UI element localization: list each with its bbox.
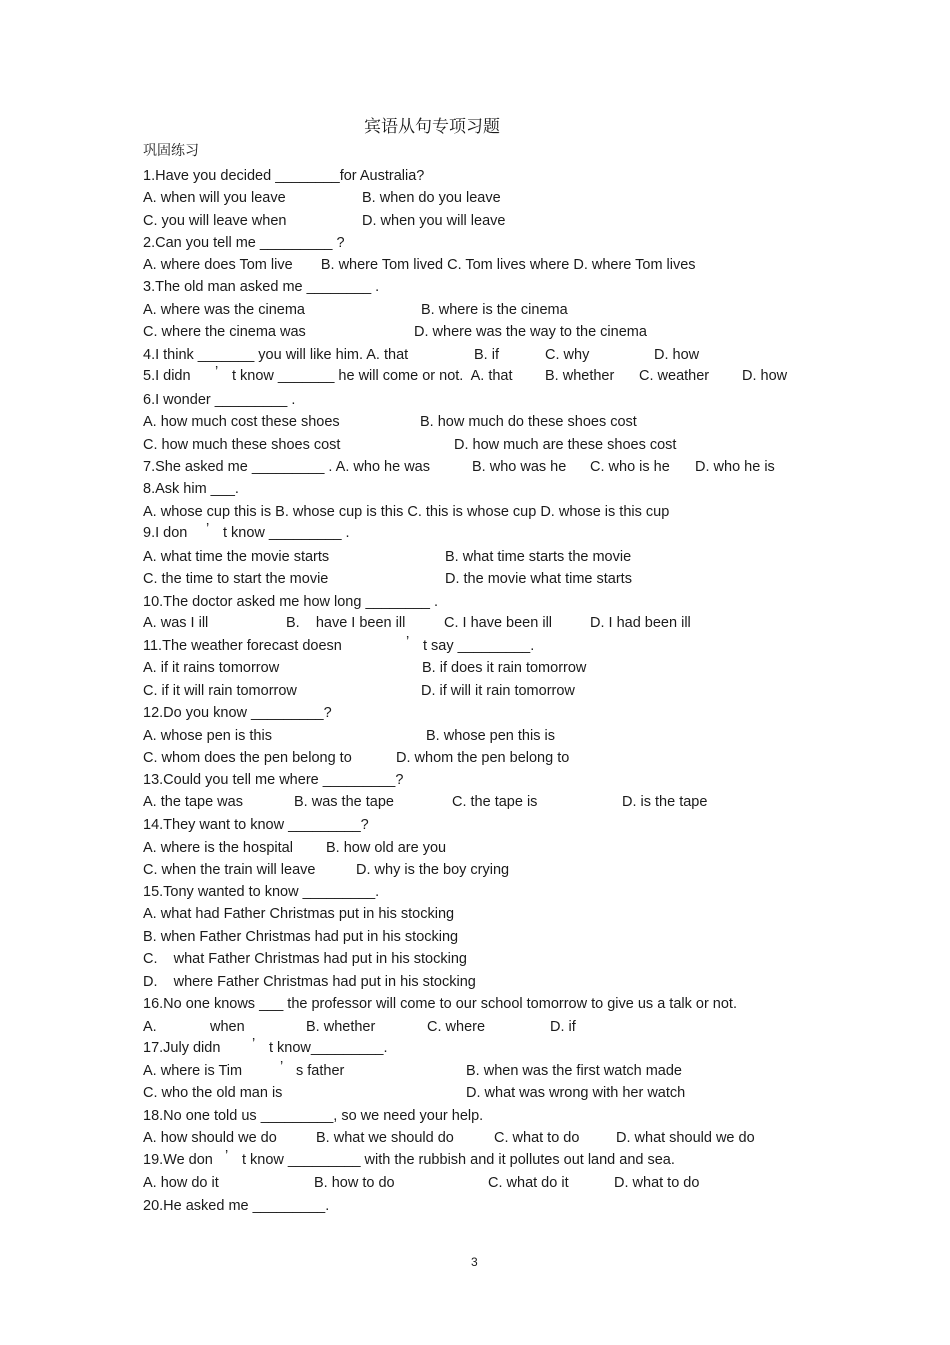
option-13c: C. the tape is (452, 794, 538, 810)
option-3a: A. where was the cinema (143, 302, 305, 318)
question-12: 12.Do you know _________? (143, 705, 332, 721)
question-11: t say _________. (423, 638, 535, 654)
option-17b: B. when was the first watch made (466, 1063, 682, 1079)
question-9: t know _________ . (223, 525, 350, 541)
option-16b: B. whether (306, 1019, 376, 1035)
question-17-start: 17.July didn (143, 1040, 221, 1056)
option-4c: C. why (545, 347, 590, 363)
question-3: 3.The old man asked me ________ . (143, 279, 380, 295)
option-14a: A. where is the hospital (143, 840, 293, 856)
option-19d: D. what to do (614, 1175, 700, 1191)
option-12a: A. whose pen is this (143, 728, 272, 744)
option-7d: D. who he is (695, 459, 775, 475)
question-4: 4.I think _______ you will like him. A. that (143, 347, 409, 363)
option-12b: B. whose pen this is (426, 728, 555, 744)
option-16d: D. if (550, 1019, 576, 1035)
option-15b: B. when Father Christmas had put in his stocking (143, 929, 459, 945)
option-3c: C. where the cinema was (143, 324, 306, 340)
option-4d: D. how (654, 347, 700, 363)
option-9b: B. what time starts the movie (445, 549, 632, 565)
apostrophe-mark: ’ (252, 1036, 256, 1052)
option-1d: D. when you will leave (362, 213, 506, 229)
question-15: 15.Tony wanted to know _________. (143, 884, 380, 900)
option-16c: C. where (427, 1019, 486, 1035)
option-15a: A. what had Father Christmas put in his stocking (143, 906, 455, 922)
question-5: t know _______ he will come or not. A. that (232, 368, 513, 384)
apostrophe-mark: ’ (406, 634, 410, 650)
question-17: t know_________. (269, 1040, 388, 1056)
option-17d: D. what was wrong with her watch (466, 1085, 686, 1101)
question-5-start: 5.I didn (143, 368, 191, 384)
question-6: 6.I wonder _________ . (143, 392, 296, 408)
question-2: 2.Can you tell me _________ ? (143, 235, 345, 251)
option-16a-letter: A. (143, 1019, 157, 1035)
option-13d: D. is the tape (622, 794, 708, 810)
option-11b: B. if does it rain tomorrow (422, 660, 587, 676)
option-11d: D. if will it rain tomorrow (421, 683, 575, 699)
question-19: t know _________ with the rubbish and it pollutes out land and sea. (242, 1152, 675, 1168)
option-11a: A. if it rains tomorrow (143, 660, 280, 676)
option-17c: C. who the old man is (143, 1085, 283, 1101)
option-6a: A. how much cost these shoes (143, 414, 340, 430)
option-16a: when (210, 1019, 245, 1035)
option-18d: D. what should we do (616, 1130, 755, 1146)
option-4b: B. if (474, 347, 499, 363)
question-10: 10.The doctor asked me how long ________ . (143, 594, 439, 610)
option-17a-end: s father (296, 1063, 345, 1079)
option-10a: A. was I ill (143, 615, 209, 631)
option-5c: C. weather (639, 368, 710, 384)
option-7c: C. who is he (590, 459, 670, 475)
worksheet-title: 宾语从句专项习题 (364, 117, 500, 137)
option-6d: D. how much are these shoes cost (454, 437, 677, 453)
option-15c: C. what Father Christmas had put in his stocking (143, 951, 467, 967)
apostrophe-mark: ’ (280, 1059, 284, 1075)
option-1c: C. you will leave when (143, 213, 287, 229)
question-14: 14.They want to know _________? (143, 817, 369, 833)
question-11-start: 11.The weather forecast doesn (143, 638, 342, 654)
option-19b: B. how to do (314, 1175, 395, 1191)
apostrophe-mark: ’ (225, 1148, 229, 1164)
option-7b: B. who was he (472, 459, 567, 475)
apostrophe-mark: ’ (215, 364, 219, 380)
apostrophe-mark: ’ (206, 521, 210, 537)
question-1: 1.Have you decided ________for Australia? (143, 168, 425, 184)
option-19a: A. how do it (143, 1175, 219, 1191)
option-6b: B. how much do these shoes cost (420, 414, 637, 430)
option-6c: C. how much these shoes cost (143, 437, 341, 453)
option-18c: C. what to do (494, 1130, 580, 1146)
question-8: 8.Ask him ___. (143, 481, 239, 497)
option-14b: B. how old are you (326, 840, 447, 856)
question-18: 18.No one told us _________, so we need your help. (143, 1108, 484, 1124)
option-13a: A. the tape was (143, 794, 243, 810)
question-7: 7.She asked me _________ . A. who he was (143, 459, 430, 475)
option-14d: D. why is the boy crying (356, 862, 510, 878)
option-12d: D. whom the pen belong to (396, 750, 570, 766)
option-9c: C. the time to start the movie (143, 571, 329, 587)
option-3d: D. where was the way to the cinema (414, 324, 647, 340)
option-9d: D. the movie what time starts (445, 571, 632, 587)
question-13: 13.Could you tell me where _________? (143, 772, 404, 788)
option-17a: A. where is Tim (143, 1063, 243, 1079)
option-12c: C. whom does the pen belong to (143, 750, 352, 766)
option-1b: B. when do you leave (362, 190, 501, 206)
option-14c: C. when the train will leave (143, 862, 316, 878)
option-18b: B. what we should do (316, 1130, 454, 1146)
section-heading: 巩固练习 (143, 143, 199, 159)
options-2: A. where does Tom live B. where Tom lived C. Tom lives where D. where Tom lives (143, 257, 696, 273)
options-8: A. whose cup this is B. whose cup is this C. this is whose cup D. whose is this cup (143, 504, 670, 520)
option-5b: B. whether (545, 368, 615, 384)
question-16: 16.No one knows ___ the professor will come to our school tomorrow to give us a talk or not. (143, 996, 737, 1012)
option-3b: B. where is the cinema (421, 302, 568, 318)
option-19c: C. what do it (488, 1175, 569, 1191)
question-19-start: 19.We don (143, 1152, 213, 1168)
option-13b: B. was the tape (294, 794, 394, 810)
option-10b: B. have I been ill (286, 615, 406, 631)
question-9-start: 9.I don (143, 525, 188, 541)
option-10d: D. I had been ill (590, 615, 691, 631)
option-1a: A. when will you leave (143, 190, 286, 206)
page-number: 3 (471, 1255, 478, 1269)
question-20: 20.He asked me _________. (143, 1198, 330, 1214)
option-9a: A. what time the movie starts (143, 549, 330, 565)
option-11c: C. if it will rain tomorrow (143, 683, 297, 699)
option-5d: D. how (742, 368, 788, 384)
option-10c: C. I have been ill (444, 615, 553, 631)
option-18a: A. how should we do (143, 1130, 277, 1146)
option-15d: D. where Father Christmas had put in his stocking (143, 974, 476, 990)
